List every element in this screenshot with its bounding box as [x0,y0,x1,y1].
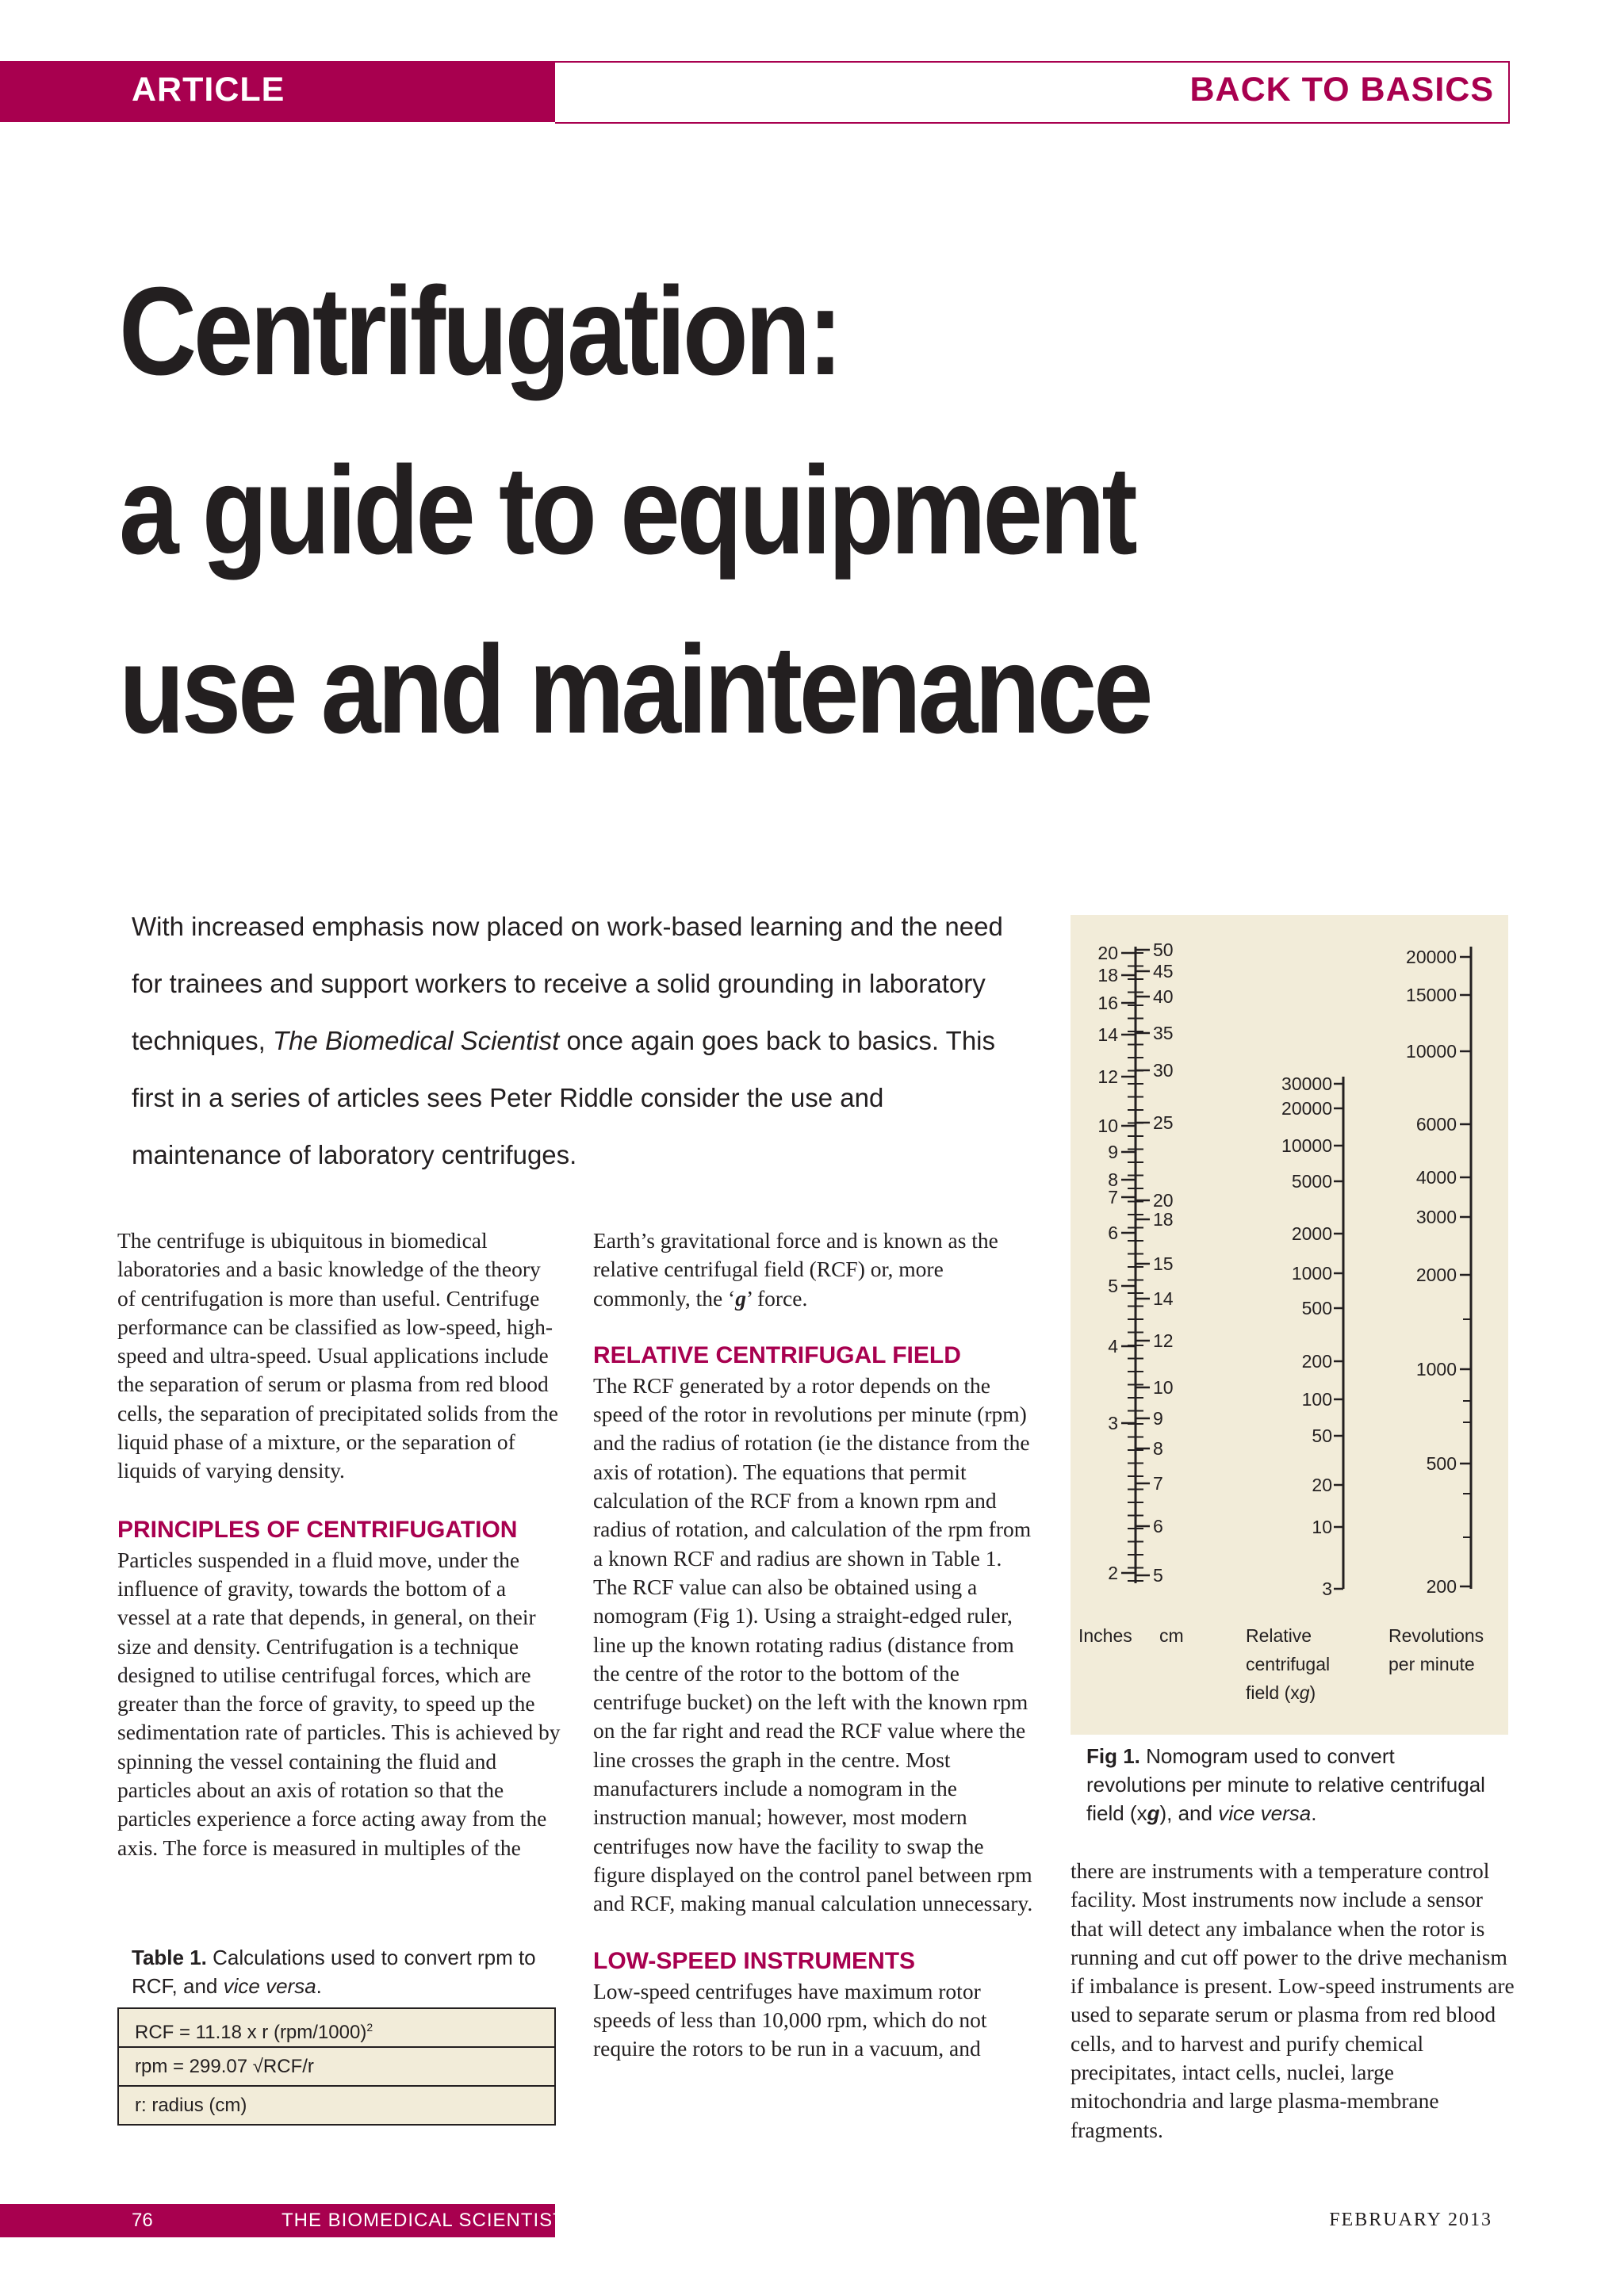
figure-caption-g: g [1147,1801,1160,1825]
rcf-tick-label: 50 [1312,1425,1332,1446]
rcf-tick-label: 5000 [1291,1171,1332,1192]
inches-tick-label: 8 [1108,1169,1118,1190]
cm-tick-label: 45 [1153,961,1174,982]
cm-tick-label: 25 [1153,1112,1174,1133]
table-row [119,2009,554,2048]
article-title [119,242,1151,779]
journal-name: The Biomedical Scientist [272,1026,560,1055]
rcf-tick-label: 2000 [1291,1223,1332,1244]
inches-tick-label: 12 [1097,1066,1118,1087]
equations-table [117,2007,556,2126]
table-caption-text-b: . [316,1974,322,1998]
inches-tick-label: 9 [1108,1142,1118,1162]
figure-label: Fig 1. [1086,1744,1140,1768]
page-number: 76 [132,2210,153,2231]
table-row: r: radius (cm) [135,2095,247,2116]
inches-tick-label: 16 [1097,993,1118,1013]
rcf-equation-exponent: 2 [366,2021,373,2034]
body-column-3 [1071,1857,1515,2145]
rpm-tick-label: 20000 [1406,947,1457,967]
cm-tick-label: 40 [1153,986,1174,1007]
table-caption [132,1943,544,2000]
axis-label-rcf-3 [1246,1682,1316,1703]
inches-tick-label: 10 [1097,1115,1118,1136]
body-column-2 [593,1226,1037,2063]
rcf-tick-label: 30000 [1281,1073,1332,1094]
axis-label-rcf-3-b: ) [1309,1682,1316,1703]
axis-label-cm: cm [1159,1625,1184,1646]
cm-tick-label: 5 [1153,1565,1163,1586]
heading-rcf: RELATIVE CENTRIFUGAL FIELD [593,1341,961,1368]
rpm-tick-label: 10000 [1406,1041,1457,1062]
rcf-tick-label: 10000 [1281,1135,1332,1156]
standfirst-text-b: once again goes back to basics. This first in a series of articles sees Peter Riddle consider the use and maintenance of laboratory centrifuges. [132,1026,996,1169]
cm-tick-label: 20 [1153,1190,1174,1211]
rcf-tick-label: 10 [1312,1517,1332,1537]
rcf-tick-label: 20000 [1281,1098,1332,1119]
cm-tick-label: 9 [1153,1408,1163,1429]
axis-label-rpm-2: per minute [1388,1654,1475,1674]
figure-caption-text-a: Nomogram used to convert revolutions per minute to relative centrifugal field (x [1086,1744,1485,1825]
rpm-tick-label: 4000 [1415,1167,1457,1188]
inches-tick-label: 7 [1108,1187,1118,1207]
table-caption-vice-versa: vice versa [223,1974,316,1998]
rcf-tick-label: 200 [1301,1351,1332,1372]
axis-label-rcf-3-a: field (x [1246,1682,1300,1703]
series-label: BACK TO BASICS [1189,71,1494,109]
title-line-3: use and maintenance [119,620,1151,760]
rpm-tick-label: 15000 [1406,985,1457,1005]
cm-tick-label: 30 [1153,1060,1174,1081]
rpm-tick-label: 3000 [1415,1207,1457,1227]
rcf-tick-label: 20 [1312,1475,1332,1495]
cm-tick-label: 8 [1153,1438,1163,1459]
inches-tick-label: 3 [1108,1413,1118,1433]
body-column-1 [117,1226,561,1862]
rcf-paragraph: The RCF generated by a rotor depends on the speed of the rotor in revolutions per minute (rpm) and the radius of rotation (ie the distance from the axis of rotation). The equations that permit calculation of the RCF from a known rpm and radius of rotation, and calculation of the rpm from a known RCF and radius are shown in Table 1. The RCF value can also be obtained using a nomogram (Fig 1). Using a straight-edged ruler, line up the known rotating radius (distance from the centre of the rotor to the bottom of the centrifuge bucket) on the left with the known rpm on the far right and read the RCF value where the line crosses the graph in the centre. Most manufacturers include a nomogram in the instruction manual; however, most modern centrifuges now have the facility to swap the figure displayed on the control panel between rpm and RCF, making manual calculation unnecessary. [593,1372,1033,1916]
cm-tick-label: 18 [1153,1209,1174,1230]
rpm-tick-label: 2000 [1415,1265,1457,1285]
nomogram-panel [1071,915,1508,1735]
cm-tick-label: 12 [1153,1330,1174,1351]
inches-tick-label: 2 [1108,1563,1118,1583]
inches-tick-label: 18 [1097,965,1118,985]
axis-label-inches: Inches [1078,1625,1132,1646]
rcf-tick-label: 500 [1301,1298,1332,1318]
cm-tick-label: 14 [1153,1288,1174,1309]
rcf-tick-label: 3 [1322,1578,1332,1599]
cm-tick-label: 15 [1153,1253,1174,1274]
cm-tick-label: 50 [1153,939,1174,960]
nomogram-graph [1071,915,1508,1735]
issue-date: FEBRUARY 2013 [1329,2210,1492,2230]
table-row: rpm = 299.07 √RCF/r [119,2048,554,2087]
axis-label-rpm-1: Revolutions [1388,1625,1484,1646]
figure-caption-vice-versa: vice versa [1218,1801,1312,1825]
gforce-paragraph [593,1226,1037,1313]
cm-tick-label: 10 [1153,1377,1174,1398]
title-line-1: Centrifugation: [119,262,841,401]
intro-paragraph: The centrifuge is ubiquitous in biomedical laboratories and a basic knowledge of the theory of centrifugation is more than useful. Centrifuge performance can be classified as low-speed, high-speed and ultra-speed. Usual applications include the separation of serum or plasma from red blood cells, the separation of precipitated solids from the liquid phase of a mixture, or the separation of liquids of varying density. [117,1228,558,1483]
figure-caption-text-c: . [1311,1801,1317,1825]
inches-tick-label: 6 [1108,1223,1118,1243]
rpm-tick-label: 6000 [1415,1114,1457,1135]
axis-label-rcf-2: centrifugal [1246,1654,1331,1674]
gforce-text-b: ’ force. [745,1285,808,1311]
axis-label-rcf-3-g: g [1299,1682,1310,1703]
rpm-tick-label: 1000 [1415,1359,1457,1380]
rpm-tick-label: 200 [1426,1576,1457,1597]
figure-caption [1086,1742,1499,1827]
gforce-text-a: Earth’s gravitational force and is known as the relative centrifugal field (RCF) or, more commonly, the ‘ [593,1228,998,1311]
figure-caption-text-b: ), and [1159,1801,1219,1825]
standfirst-text-a: With increased emphasis now placed on work-based learning and the need for trainees and support workers to receive a solid grounding in laboratory techniques, [132,912,1003,1055]
low-speed-paragraph: Low-speed centrifuges have maximum rotor speeds of less than 10,000 rpm, which do not require the rotors to be run in a vacuum, and [593,1978,987,2061]
publication-name: THE BIOMEDICAL SCIENTIST [282,2210,565,2231]
inches-tick-label: 4 [1108,1336,1118,1357]
series-banner [555,61,1510,124]
inches-tick-label: 5 [1108,1276,1118,1296]
cm-tick-label: 35 [1153,1023,1174,1043]
section-label: ARTICLE [132,71,285,109]
inches-tick-label: 14 [1097,1024,1118,1045]
col3-paragraph: there are instruments with a temperature control facility. Most instruments now include a sensor that will detect any imbalance when the rotor is running and cut off power to the drive mechanism if imbalance is present. Low-speed instruments are used to separate serum or plasma from red blood cells, and to harvest and purify chemical precipitates, intact cells, nuclei, large mitochondria and large plasma-membrane fragments. [1071,1858,1515,2142]
rcf-equation: RCF = 11.18 x r (rpm/1000) [135,2022,367,2043]
table-caption-text-a: Calculations used to convert rpm to RCF, and [132,1946,536,1998]
cm-tick-label: 7 [1153,1473,1163,1494]
heading-principles: PRINCIPLES OF CENTRIFUGATION [117,1516,518,1543]
rcf-tick-label: 1000 [1291,1263,1332,1284]
inches-tick-label: 20 [1097,943,1118,963]
table-label: Table 1. [132,1946,207,1969]
title-line-2: a guide to equipment [119,441,1135,580]
cm-tick-label: 6 [1153,1516,1163,1536]
standfirst [132,898,1020,1184]
axis-label-rcf-1: Relative [1246,1625,1312,1646]
rpm-tick-label: 500 [1426,1453,1457,1474]
rcf-tick-label: 100 [1301,1389,1332,1410]
heading-low-speed: LOW-SPEED INSTRUMENTS [593,1947,916,1974]
section-banner [0,61,555,122]
principles-paragraph: Particles suspended in a fluid move, under the influence of gravity, towards the bottom of a vessel at a rate that depends, in general, on their size and density. Centrifugation is a technique designed to utilise centrifugal forces, which are greater than the force of gravity, to speed up the sedimentation rate of particles. This is achieved by spinning the vessel containing the fluid and particles about an axis of rotation so that the particles experience a force acting away from the axis. The force is measured in multiples of the [117,1547,561,1860]
gforce-symbol: g [735,1285,746,1311]
